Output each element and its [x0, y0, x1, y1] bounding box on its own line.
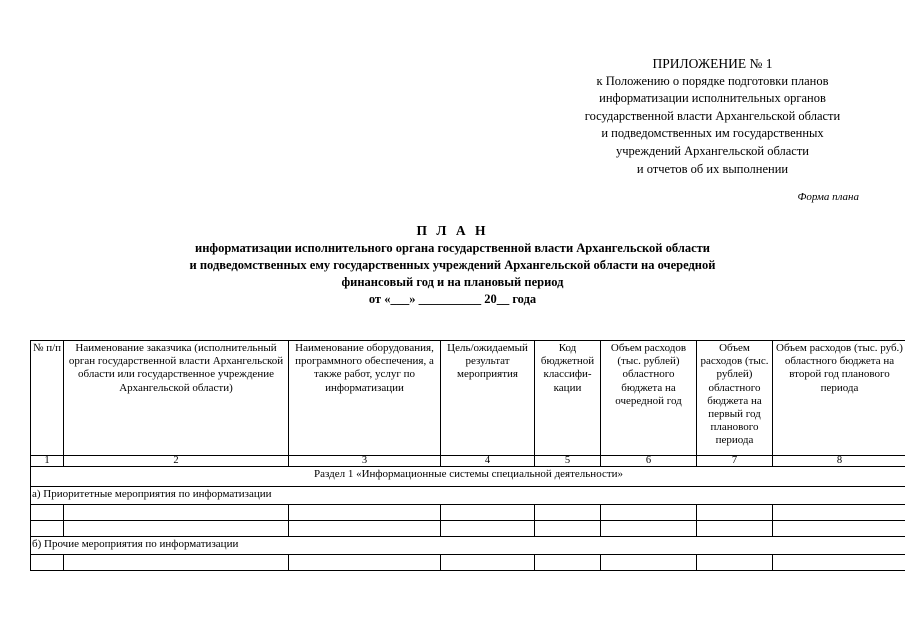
table-cell[interactable]: [441, 505, 535, 521]
header-cell-expenses-first-year: Объем расходов (тыс. рублей) областного бюджета на первый год планового периода: [697, 341, 773, 456]
table-cell[interactable]: [601, 505, 697, 521]
header-cell-goal: Цель/ожидаемый результат мероприятия: [441, 341, 535, 456]
header-cell-equipment: Наименование оборудования, программного обеспечения, а также работ, услуг по информатизации: [289, 341, 441, 456]
table-cell[interactable]: [441, 521, 535, 537]
column-number: 6: [601, 456, 697, 467]
table-row: [31, 521, 905, 537]
subsection-title-a: а) Приоритетные мероприятия по информатизации: [31, 487, 905, 505]
column-number: 2: [64, 456, 289, 467]
appendix-line: государственной власти Архангельской области: [584, 108, 841, 123]
subsection-title-b: б) Прочие мероприятия по информатизации: [31, 537, 905, 555]
appendix-line: информатизации исполнительных органов: [599, 91, 826, 106]
appendix-block: [540, 55, 885, 178]
column-number: 5: [535, 456, 601, 467]
table-cell[interactable]: [535, 505, 601, 521]
subsection-row-a: [31, 487, 905, 505]
plan-heading: [0, 222, 905, 308]
table-cell[interactable]: [697, 505, 773, 521]
table-cell[interactable]: [773, 505, 905, 521]
column-number: 4: [441, 456, 535, 467]
table-cell[interactable]: [31, 521, 64, 537]
appendix-line: к Положению о порядке подготовки планов: [596, 73, 829, 88]
table-cell[interactable]: [64, 505, 289, 521]
table-cell[interactable]: [289, 505, 441, 521]
section-row: [31, 467, 905, 487]
header-cell-number: № п/п: [31, 341, 64, 456]
table-cell[interactable]: [535, 521, 601, 537]
plan-subtitle-line: информатизации исполнительного органа государственной власти Архангельской области: [195, 241, 710, 255]
table-cell[interactable]: [697, 555, 773, 571]
appendix-line: учреждений Архангельской области: [616, 143, 809, 158]
table-cell[interactable]: [773, 555, 905, 571]
table-cell[interactable]: [601, 521, 697, 537]
column-number-row: [31, 456, 905, 467]
table-row: [31, 505, 905, 521]
header-cell-customer: Наименование заказчика (исполнительный орган государственной власти Архангельской области или государственное учреждение Архангельской области): [64, 341, 289, 456]
appendix-line: и отчетов об их выполнении: [636, 161, 789, 176]
column-number: 8: [773, 456, 905, 467]
header-cell-budget-code: Код бюджетной классифи-кации: [535, 341, 601, 456]
plan-table: [30, 340, 905, 571]
table-cell[interactable]: [64, 555, 289, 571]
plan-subtitle-line: финансовый год и на плановый период: [341, 275, 564, 289]
appendix-line: и подведомственных им государственных: [601, 126, 824, 141]
table-cell[interactable]: [601, 555, 697, 571]
plan-date-line: от «___» __________ 20__ года: [368, 292, 537, 306]
column-number: 1: [31, 456, 64, 467]
table-cell[interactable]: [31, 555, 64, 571]
plan-subtitle-line: и подведомственных ему государственных учреждений Архангельской области на очередной: [189, 258, 716, 272]
appendix-title: ПРИЛОЖЕНИЕ № 1: [652, 56, 773, 71]
header-cell-expenses-second-year: Объем расходов (тыс. руб.) областного бюджета на второй год планового периода: [773, 341, 905, 456]
table-header-row: [31, 341, 905, 456]
table-cell[interactable]: [773, 521, 905, 537]
subsection-row-b: [31, 537, 905, 555]
column-number: 3: [289, 456, 441, 467]
section-title: Раздел 1 «Информационные системы специальной деятельности»: [31, 467, 905, 487]
table-cell[interactable]: [535, 555, 601, 571]
table-row: [31, 555, 905, 571]
column-number: 7: [697, 456, 773, 467]
table-cell[interactable]: [289, 521, 441, 537]
header-cell-expenses-current-year: Объем расходов (тыс. рублей) областного бюджета на очередной год: [601, 341, 697, 456]
table-cell[interactable]: [64, 521, 289, 537]
table-cell[interactable]: [289, 555, 441, 571]
table-cell[interactable]: [441, 555, 535, 571]
plan-title: П Л А Н: [416, 223, 489, 238]
form-label: Форма плана: [797, 191, 859, 203]
table-cell[interactable]: [697, 521, 773, 537]
table-cell[interactable]: [31, 505, 64, 521]
